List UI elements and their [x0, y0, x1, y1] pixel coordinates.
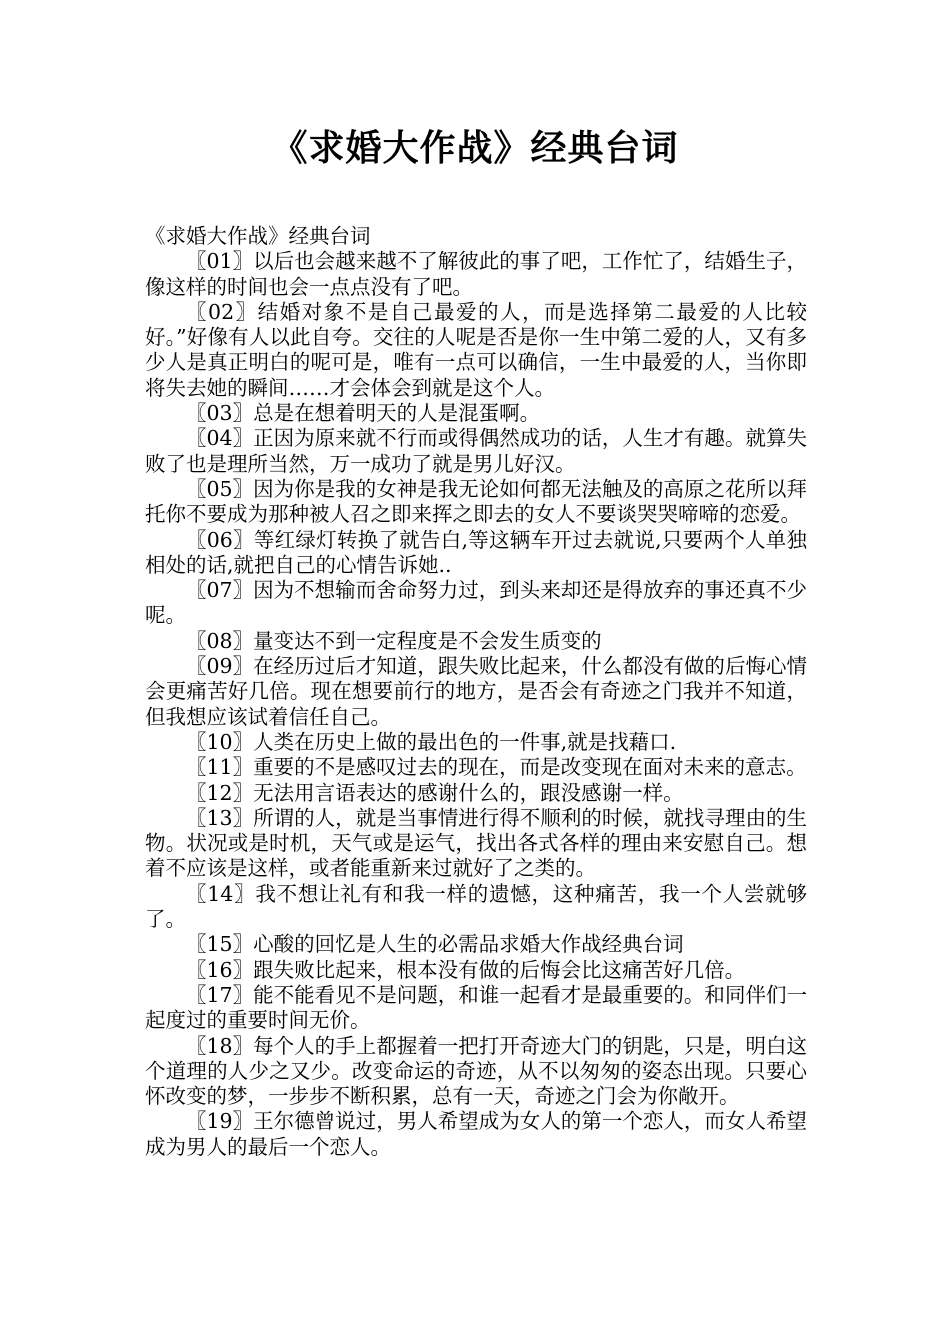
quote-paragraph-19: 〖19〗王尔德曾说过，男人希望成为女人的第一个恋人，而女人希望成为男人的最后一个恋人。	[145, 1109, 807, 1159]
quote-paragraph-08: 〖08〗量变达不到一定程度是不会发生质变的	[186, 628, 602, 653]
quote-paragraph-06: 〖06〗等红绿灯转换了就告白,等这辆车开过去就说,只要两个人单独相处的话,就把自己的心情告诉她..	[145, 527, 807, 577]
quote-paragraph-04: 〖04〗正因为原来就不行而或得偶然成功的话，人生才有趣。就算失败了也是理所当然，万一成功了就是男儿好汉。	[145, 426, 807, 476]
quote-paragraph-14: 〖14〗我不想让礼有和我一样的遗憾，这种痛苦，我一个人尝就够了。	[145, 881, 807, 932]
document-subtitle: 《求婚大作战》经典台词	[145, 224, 371, 248]
quote-paragraph-18: 〖18〗每个人的手上都握着一把打开奇迹大门的钥匙，只是，明白这个道理的人少之又少。改变命运的奇迹，从不以匆匆的姿态出现。只要心怀改变的梦，一步步不断积累，总有一天，奇迹之门会为你敞开。	[145, 1033, 807, 1109]
quote-paragraph-03: 〖03〗总是在想着明天的人是混蛋啊。	[186, 401, 541, 426]
document-body	[145, 224, 807, 1160]
quote-paragraph-12: 〖12〗无法用言语表达的感谢什么的，跟没感谢一样。	[186, 780, 684, 805]
quote-paragraph-01: 〖01〗以后也会越来越不了解彼此的事了吧，工作忙了，结婚生子，像这样的时间也会一点点没有了吧。	[145, 249, 807, 299]
quote-paragraph-02: 〖02〗结婚对象不是自己最爱的人，而是选择第二最爱的人比较好。”好像有人以此自夸。交往的人呢是否是你一生中第二爱的人，又有多少人是真正明白的呢可是，唯有一点可以确信，一生中最爱的人，当你即将失去她的瞬间……才会体会到就是这个人。	[145, 299, 807, 400]
quote-paragraph-05: 〖05〗因为你是我的女神是我无论如何都无法触及的高原之花所以拜托你不要成为那种被人召之即来挥之即去的女人不要谈哭哭啼啼的恋爱。	[145, 476, 807, 527]
quote-paragraph-11: 〖11〗重要的不是感叹过去的现在，而是改变现在面对未来的意志。	[186, 755, 807, 780]
quote-paragraph-07: 〖07〗因为不想输而舍命努力过，到头来却还是得放弃的事还真不少呢。	[145, 578, 807, 628]
quote-paragraph-10: 〖10〗人类在历史上做的最出色的一件事,就是找藉口.	[186, 729, 677, 754]
quote-paragraph-15: 〖15〗心酸的回忆是人生的必需品求婚大作战经典台词	[186, 932, 684, 957]
quote-paragraph-17: 〖17〗能不能看见不是问题，和谁一起看才是最重要的。和同伴们一起度过的重要时间无价。	[145, 982, 807, 1033]
quote-paragraph-16: 〖16〗跟失败比起来，根本没有做的后悔会比这痛苦好几倍。	[186, 957, 746, 982]
document-title: 《求婚大作战》经典台词	[271, 128, 679, 169]
quote-paragraph-09: 〖09〗在经历过后才知道，跟失败比起来，什么都没有做的后悔心情会更痛苦好几倍。现在想要前行的地方，是否会有奇迹之门我并不知道，但我想应该试着信任自己。	[145, 654, 807, 729]
quote-paragraph-13: 〖13〗所谓的人，就是当事情进行得不顺利的时候，就找寻理由的生物。状况或是时机，天气或是运气，找出各式各样的理由来安慰自己。想着不应该是这样，或者能重新来过就好了之类的。	[145, 805, 807, 881]
